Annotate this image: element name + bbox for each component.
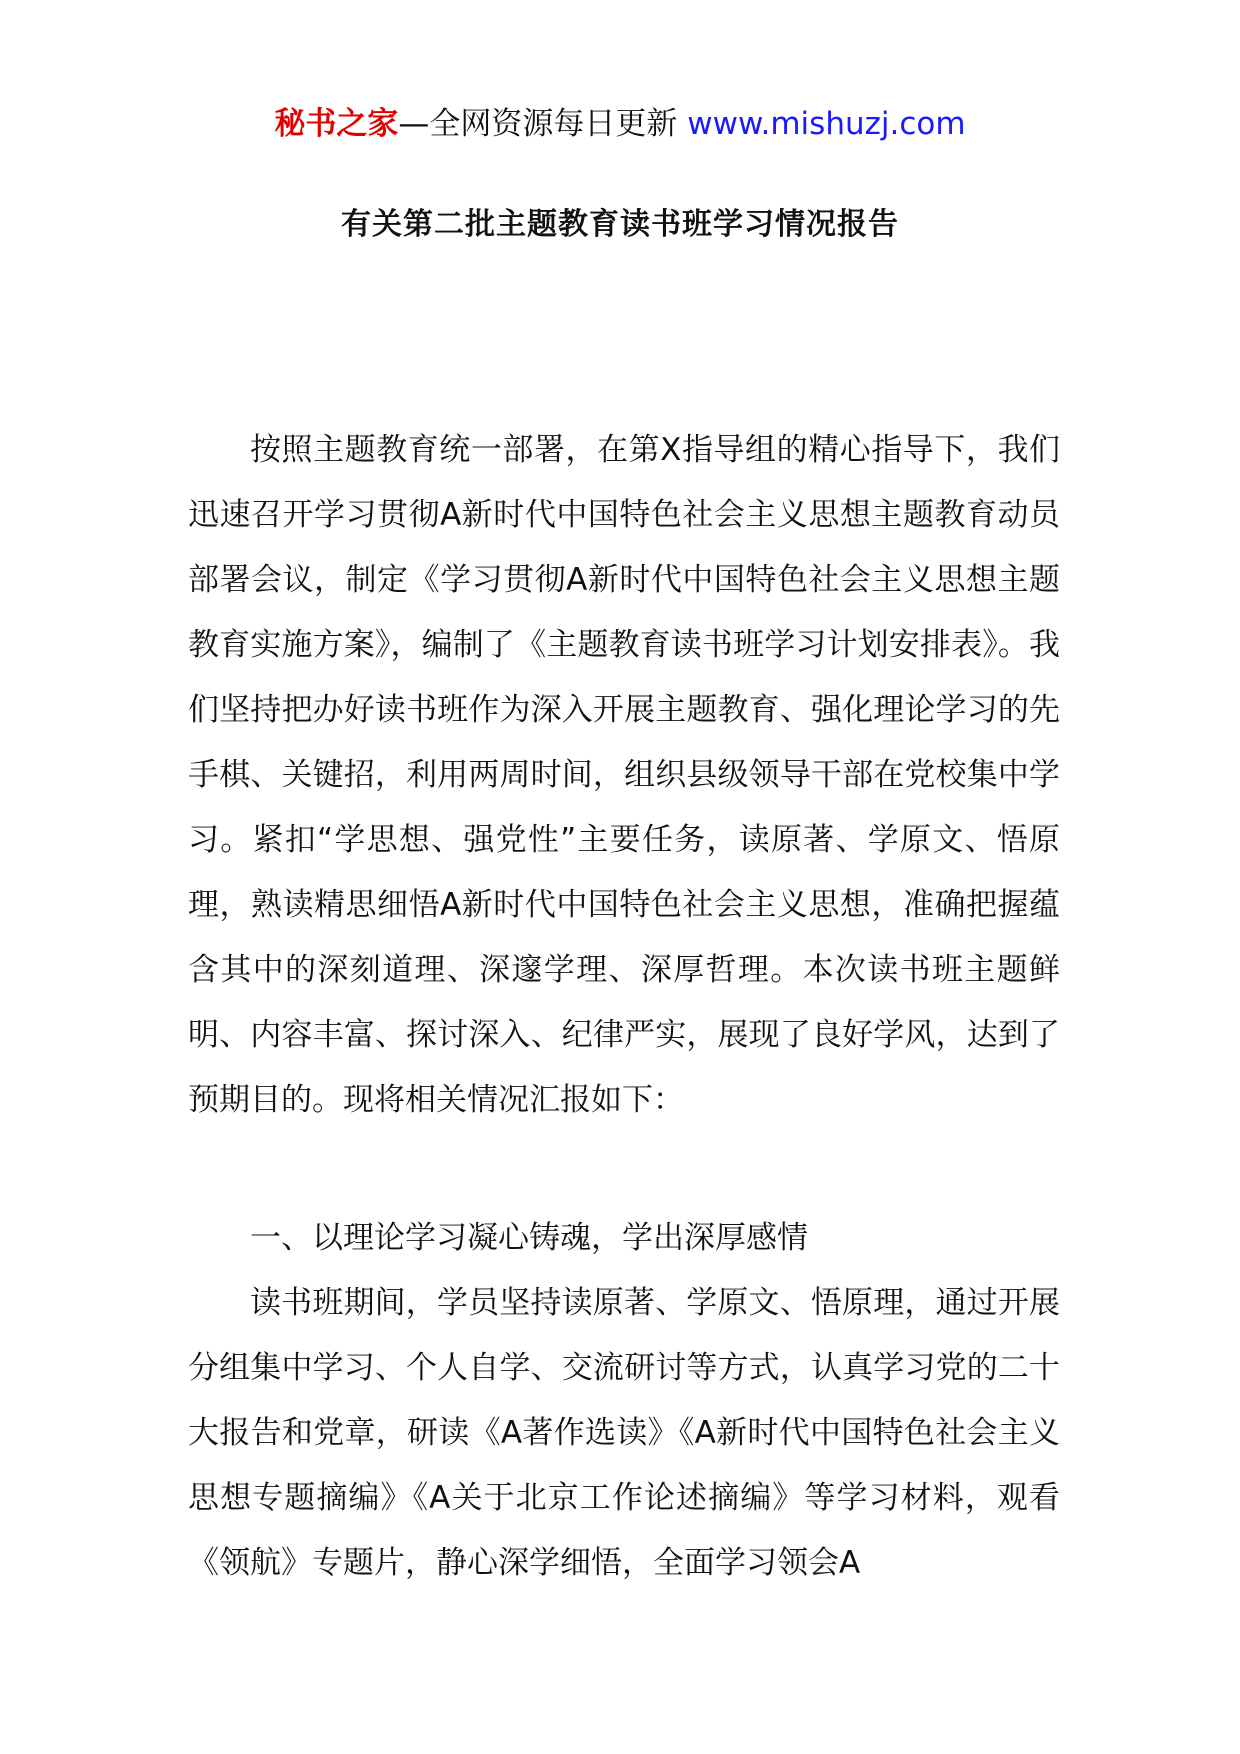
site-brand: 秘书之家 (274, 106, 399, 142)
section-paragraph: 读书班期间，学员坚持读原著、学原文、悟原理，通过开展分组集中学习、个人自学、交流研讨等方式，认真学习党的二十大报告和党章，研读《A著作选读》《A新时代中国特色社会主义思想专题摘编》《A关于北京工作论述摘编》等学习材料，观看《领航》专题片，静心深学细悟，全面学习领会A (188, 1285, 1060, 1581)
site-tagline: —全网资源每日更新 (398, 106, 688, 142)
document-title: 有关第二批主题教育读书班学习情况报告 (341, 207, 899, 242)
site-url-link[interactable]: www.mishuzj.com (687, 106, 966, 142)
section-heading: 一、以理论学习凝心铸魂，学出深厚感情 (250, 1220, 808, 1256)
site-header (0, 102, 1240, 146)
intro-paragraph: 按照主题教育统一部署，在第X指导组的精心指导下，我们迅速召开学习贯彻A新时代中国特色社会主义思想主题教育动员部署会议，制定《学习贯彻A新时代中国特色社会主义思想主题教育实施方案》，编制了《主题教育读书班学习计划安排表》。我们坚持把办好读书班作为深入开展主题教育、强化理论学习的先手棋、关键招，利用两周时间，组织县级领导干部在党校集中学习。紧扣“学思想、强党性”主要任务，读原著、学原文、悟原理，熟读精思细悟A新时代中国特色社会主义思想，准确把握蕴含其中的深刻道理、深邃学理、深厚哲理。本次读书班主题鲜明、内容丰富、探讨深入、纪律严实，展现了良好学风，达到了预期目的。现将相关情况汇报如下： (188, 432, 1060, 1118)
